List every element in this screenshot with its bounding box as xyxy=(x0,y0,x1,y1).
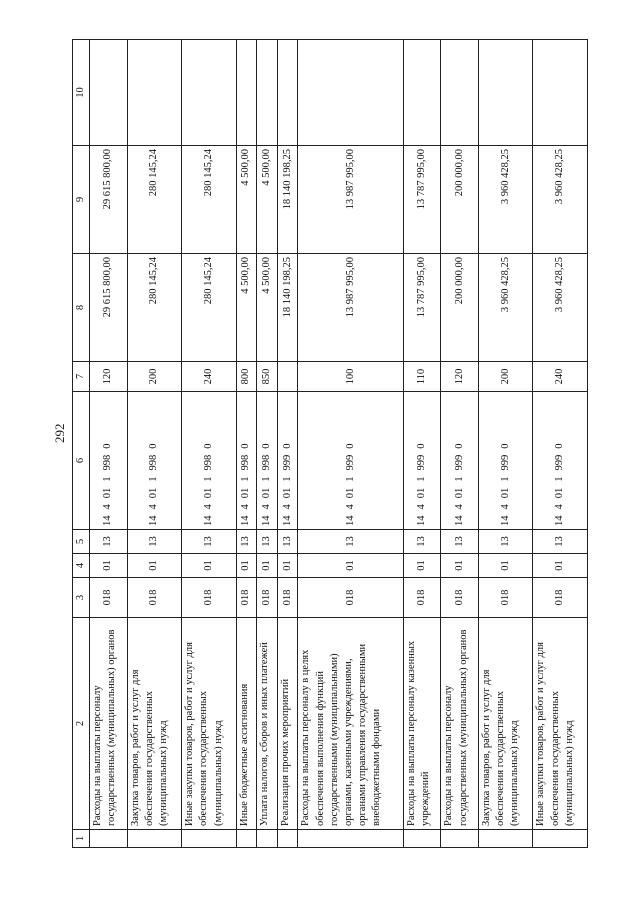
target-article-code-part: 4 xyxy=(499,504,511,510)
amount-cell: 3 960 428,25 xyxy=(533,146,588,254)
target-article-code-part: 1 xyxy=(240,476,252,482)
amount-cell: 280 145,24 xyxy=(182,146,237,254)
target-article-code-part: 01 xyxy=(102,487,114,499)
expense-name-cell: Расходы на выплаты персоналу государственных (муниципальных) органов xyxy=(441,618,479,830)
amount-cell: 4 500,00 xyxy=(257,254,278,362)
extra-cell xyxy=(277,40,298,146)
section-code-cell: 01 xyxy=(182,554,237,578)
target-article-code-part: 4 xyxy=(240,504,252,510)
target-article-code xyxy=(499,395,513,526)
expense-type-code-cell: 110 xyxy=(403,362,441,392)
target-article-code-part: 0 xyxy=(281,443,293,449)
extra-cell xyxy=(533,40,588,146)
extra-cell xyxy=(403,40,441,146)
target-article-code-part: 1 xyxy=(260,476,272,482)
target-article-code-part: 01 xyxy=(202,487,214,499)
target-article-code-part: 998 xyxy=(102,454,114,471)
target-article-code-part: 0 xyxy=(416,443,428,449)
column-header: 3 xyxy=(73,578,90,618)
expense-name-cell: Уплата налогов, сборов и иных платежей xyxy=(257,618,278,830)
column-header: 4 xyxy=(73,554,90,578)
amount-cell: 13 987 995,00 xyxy=(298,146,403,254)
target-article-code-part: 1 xyxy=(554,476,566,482)
row-number-cell xyxy=(478,830,533,848)
table-row xyxy=(257,40,278,848)
table-row xyxy=(182,40,237,848)
amount-cell: 13 787 995,00 xyxy=(403,146,441,254)
expense-type-code-cell: 800 xyxy=(236,362,257,392)
target-article-code-cell xyxy=(257,392,278,530)
target-article-code-part: 4 xyxy=(260,504,272,510)
section-code-cell: 01 xyxy=(236,554,257,578)
target-article-code-part: 999 xyxy=(416,454,428,471)
target-article-code xyxy=(239,395,253,526)
target-article-code-part: 14 xyxy=(499,515,511,526)
target-article-code-part: 4 xyxy=(554,504,566,510)
amount-cell: 29 615 800,00 xyxy=(90,254,128,362)
amount-cell: 4 500,00 xyxy=(236,146,257,254)
expense-type-code-cell: 240 xyxy=(182,362,237,392)
target-article-code-part: 1 xyxy=(202,476,214,482)
target-article-code-part: 0 xyxy=(148,443,160,449)
subsection-code-cell: 13 xyxy=(236,530,257,554)
table-row xyxy=(90,40,128,848)
section-code-cell: 01 xyxy=(277,554,298,578)
target-article-code-part: 4 xyxy=(416,504,428,510)
expense-name-cell: Реализация прочих мероприятий xyxy=(277,618,298,830)
amount-cell: 4 500,00 xyxy=(236,254,257,362)
grbs-code-cell: 018 xyxy=(478,578,533,618)
row-number-cell xyxy=(90,830,128,848)
expense-name-cell: Расходы на выплаты персоналу в целях обеспечения выполнения функций государственными (муниципальными) органами, казенными учреждениями, органами управления государственными внебюджетными фондами xyxy=(298,618,403,830)
column-header: 7 xyxy=(73,362,90,392)
table-body xyxy=(90,40,588,848)
subsection-code-cell: 13 xyxy=(257,530,278,554)
amount-cell: 13 987 995,00 xyxy=(298,254,403,362)
row-number-cell xyxy=(236,830,257,848)
target-article-code-cell xyxy=(236,392,257,530)
amount-cell: 3 960 428,25 xyxy=(533,254,588,362)
column-header: 10 xyxy=(73,40,90,146)
target-article-code-part: 01 xyxy=(344,487,356,499)
target-article-code-part: 14 xyxy=(453,515,465,526)
target-article-code xyxy=(147,395,161,526)
grbs-code-cell: 018 xyxy=(298,578,403,618)
target-article-code-part: 01 xyxy=(281,487,293,499)
target-article-code xyxy=(344,395,358,526)
table-row xyxy=(277,40,298,848)
expense-type-code-cell: 100 xyxy=(298,362,403,392)
amount-cell: 13 787 995,00 xyxy=(403,254,441,362)
subsection-code-cell: 13 xyxy=(478,530,533,554)
subsection-code-cell: 13 xyxy=(298,530,403,554)
target-article-code-part: 0 xyxy=(344,443,356,449)
section-code-cell: 01 xyxy=(441,554,479,578)
target-article-code xyxy=(553,395,567,526)
subsection-code-cell: 13 xyxy=(90,530,128,554)
target-article-code-part: 999 xyxy=(344,454,356,471)
row-number-cell xyxy=(533,830,588,848)
grbs-code-cell: 018 xyxy=(182,578,237,618)
expense-type-code-cell: 240 xyxy=(533,362,588,392)
amount-cell: 3 960 428,25 xyxy=(478,254,533,362)
target-article-code-part: 0 xyxy=(240,443,252,449)
target-article-code-part: 998 xyxy=(260,454,272,471)
amount-cell: 280 145,24 xyxy=(127,146,182,254)
subsection-code-cell: 13 xyxy=(441,530,479,554)
target-article-code-part: 14 xyxy=(281,515,293,526)
target-article-code-cell xyxy=(533,392,588,530)
row-number-cell xyxy=(403,830,441,848)
extra-cell xyxy=(441,40,479,146)
target-article-code-cell xyxy=(441,392,479,530)
grbs-code-cell: 018 xyxy=(257,578,278,618)
grbs-code-cell: 018 xyxy=(127,578,182,618)
target-article-code-part: 01 xyxy=(240,487,252,499)
amount-cell: 200 000,00 xyxy=(441,146,479,254)
target-article-code-cell xyxy=(298,392,403,530)
target-article-code-part: 0 xyxy=(554,443,566,449)
section-code-cell: 01 xyxy=(478,554,533,578)
column-header: 1 xyxy=(73,830,90,848)
target-article-code-part: 0 xyxy=(453,443,465,449)
target-article-code-part: 999 xyxy=(554,454,566,471)
column-header: 9 xyxy=(73,146,90,254)
page-number: 292 xyxy=(52,423,67,443)
extra-cell xyxy=(257,40,278,146)
extra-cell xyxy=(90,40,128,146)
target-article-code-part: 998 xyxy=(202,454,214,471)
row-number-cell xyxy=(127,830,182,848)
target-article-code-part: 4 xyxy=(202,504,214,510)
extra-cell xyxy=(478,40,533,146)
target-article-code-part: 999 xyxy=(499,454,511,471)
expense-name-cell: Закупка товаров, работ и услуг для обеспечения государственных (муниципальных) нужд xyxy=(127,618,182,830)
amount-cell: 18 140 198,25 xyxy=(277,146,298,254)
extra-cell xyxy=(182,40,237,146)
target-article-code-part: 14 xyxy=(416,515,428,526)
target-article-code-part: 0 xyxy=(202,443,214,449)
target-article-code-part: 01 xyxy=(260,487,272,499)
subsection-code-cell: 13 xyxy=(182,530,237,554)
expense-name-cell: Расходы на выплаты персоналу казенных учреждений xyxy=(403,618,441,830)
target-article-code-part: 14 xyxy=(102,515,114,526)
expense-type-code-cell: 850 xyxy=(257,362,278,392)
target-article-code-part: 4 xyxy=(102,504,114,510)
extra-cell xyxy=(298,40,403,146)
expense-type-code-cell: 120 xyxy=(441,362,479,392)
target-article-code xyxy=(281,395,295,526)
amount-cell: 3 960 428,25 xyxy=(478,146,533,254)
target-article-code-cell xyxy=(90,392,128,530)
amount-cell: 280 145,24 xyxy=(182,254,237,362)
section-code-cell: 01 xyxy=(403,554,441,578)
target-article-code-part: 999 xyxy=(453,454,465,471)
target-article-code-part: 01 xyxy=(554,487,566,499)
grbs-code-cell: 018 xyxy=(533,578,588,618)
target-article-code xyxy=(260,395,274,526)
target-article-code-part: 4 xyxy=(344,504,356,510)
table-row xyxy=(441,40,479,848)
table-row xyxy=(478,40,533,848)
target-article-code-part: 01 xyxy=(499,487,511,499)
target-article-code-cell xyxy=(403,392,441,530)
extra-cell xyxy=(127,40,182,146)
target-article-code-part: 4 xyxy=(453,504,465,510)
amount-cell: 29 615 800,00 xyxy=(90,146,128,254)
target-article-code-part: 14 xyxy=(240,515,252,526)
expense-name-cell: Иные закупки товаров, работ и услуг для обеспечения государственных (муниципальных) нужд xyxy=(533,618,588,830)
target-article-code-part: 1 xyxy=(102,476,114,482)
expense-type-code-cell xyxy=(277,362,298,392)
target-article-code-part: 998 xyxy=(240,454,252,471)
row-number-cell xyxy=(182,830,237,848)
expense-name-cell: Иные бюджетные ассигнования xyxy=(236,618,257,830)
row-number-cell xyxy=(298,830,403,848)
target-article-code-part: 0 xyxy=(102,443,114,449)
subsection-code-cell: 13 xyxy=(127,530,182,554)
expense-name-cell: Расходы на выплаты персоналу государственных (муниципальных) органов xyxy=(90,618,128,830)
section-code-cell: 01 xyxy=(127,554,182,578)
target-article-code-cell xyxy=(127,392,182,530)
target-article-code xyxy=(202,395,216,526)
grbs-code-cell: 018 xyxy=(90,578,128,618)
target-article-code-part: 4 xyxy=(148,504,160,510)
target-article-code-part: 01 xyxy=(416,487,428,499)
row-number-cell xyxy=(257,830,278,848)
target-article-code-part: 4 xyxy=(281,504,293,510)
target-article-code-part: 1 xyxy=(148,476,160,482)
subsection-code-cell: 13 xyxy=(403,530,441,554)
grbs-code-cell: 018 xyxy=(441,578,479,618)
target-article-code-part: 999 xyxy=(281,454,293,471)
target-article-code-part: 998 xyxy=(148,454,160,471)
target-article-code xyxy=(101,395,115,526)
amount-cell: 200 000,00 xyxy=(441,254,479,362)
table-row xyxy=(236,40,257,848)
amount-cell: 280 145,24 xyxy=(127,254,182,362)
table-row xyxy=(403,40,441,848)
expense-name-cell: Закупка товаров, работ и услуг для обеспечения государственных (муниципальных) нужд xyxy=(478,618,533,830)
budget-table-wrapper xyxy=(72,40,588,848)
column-header: 8 xyxy=(73,254,90,362)
target-article-code-part: 1 xyxy=(416,476,428,482)
target-article-code-part: 14 xyxy=(554,515,566,526)
column-header: 6 xyxy=(73,392,90,530)
target-article-code-part: 14 xyxy=(344,515,356,526)
target-article-code-part: 1 xyxy=(344,476,356,482)
expense-type-code-cell: 120 xyxy=(90,362,128,392)
target-article-code-part: 01 xyxy=(148,487,160,499)
table-row xyxy=(127,40,182,848)
amount-cell: 18 140 198,25 xyxy=(277,254,298,362)
grbs-code-cell: 018 xyxy=(403,578,441,618)
expense-type-code-cell: 200 xyxy=(478,362,533,392)
table-row xyxy=(533,40,588,848)
target-article-code-part: 14 xyxy=(148,515,160,526)
extra-cell xyxy=(236,40,257,146)
grbs-code-cell: 018 xyxy=(277,578,298,618)
section-code-cell: 01 xyxy=(90,554,128,578)
column-header: 2 xyxy=(73,618,90,830)
table-row xyxy=(298,40,403,848)
target-article-code-part: 14 xyxy=(202,515,214,526)
subsection-code-cell: 13 xyxy=(277,530,298,554)
target-article-code xyxy=(415,395,429,526)
section-code-cell: 01 xyxy=(298,554,403,578)
grbs-code-cell: 018 xyxy=(236,578,257,618)
target-article-code-part: 0 xyxy=(260,443,272,449)
target-article-code-cell xyxy=(182,392,237,530)
target-article-code xyxy=(453,395,467,526)
subsection-code-cell: 13 xyxy=(533,530,588,554)
section-code-cell: 01 xyxy=(257,554,278,578)
target-article-code-cell xyxy=(478,392,533,530)
row-number-cell xyxy=(441,830,479,848)
target-article-code-cell xyxy=(277,392,298,530)
target-article-code-part: 14 xyxy=(260,515,272,526)
target-article-code-part: 1 xyxy=(281,476,293,482)
section-code-cell: 01 xyxy=(533,554,588,578)
expense-name-cell: Иные закупки товаров, работ и услуг для обеспечения государственных (муниципальных) нужд xyxy=(182,618,237,830)
row-number-cell xyxy=(277,830,298,848)
column-header: 5 xyxy=(73,530,90,554)
target-article-code-part: 0 xyxy=(499,443,511,449)
amount-cell: 4 500,00 xyxy=(257,146,278,254)
target-article-code-part: 01 xyxy=(453,487,465,499)
header-row xyxy=(73,40,90,848)
target-article-code-part: 1 xyxy=(453,476,465,482)
budget-table xyxy=(72,39,588,848)
expense-type-code-cell: 200 xyxy=(127,362,182,392)
target-article-code-part: 1 xyxy=(499,476,511,482)
